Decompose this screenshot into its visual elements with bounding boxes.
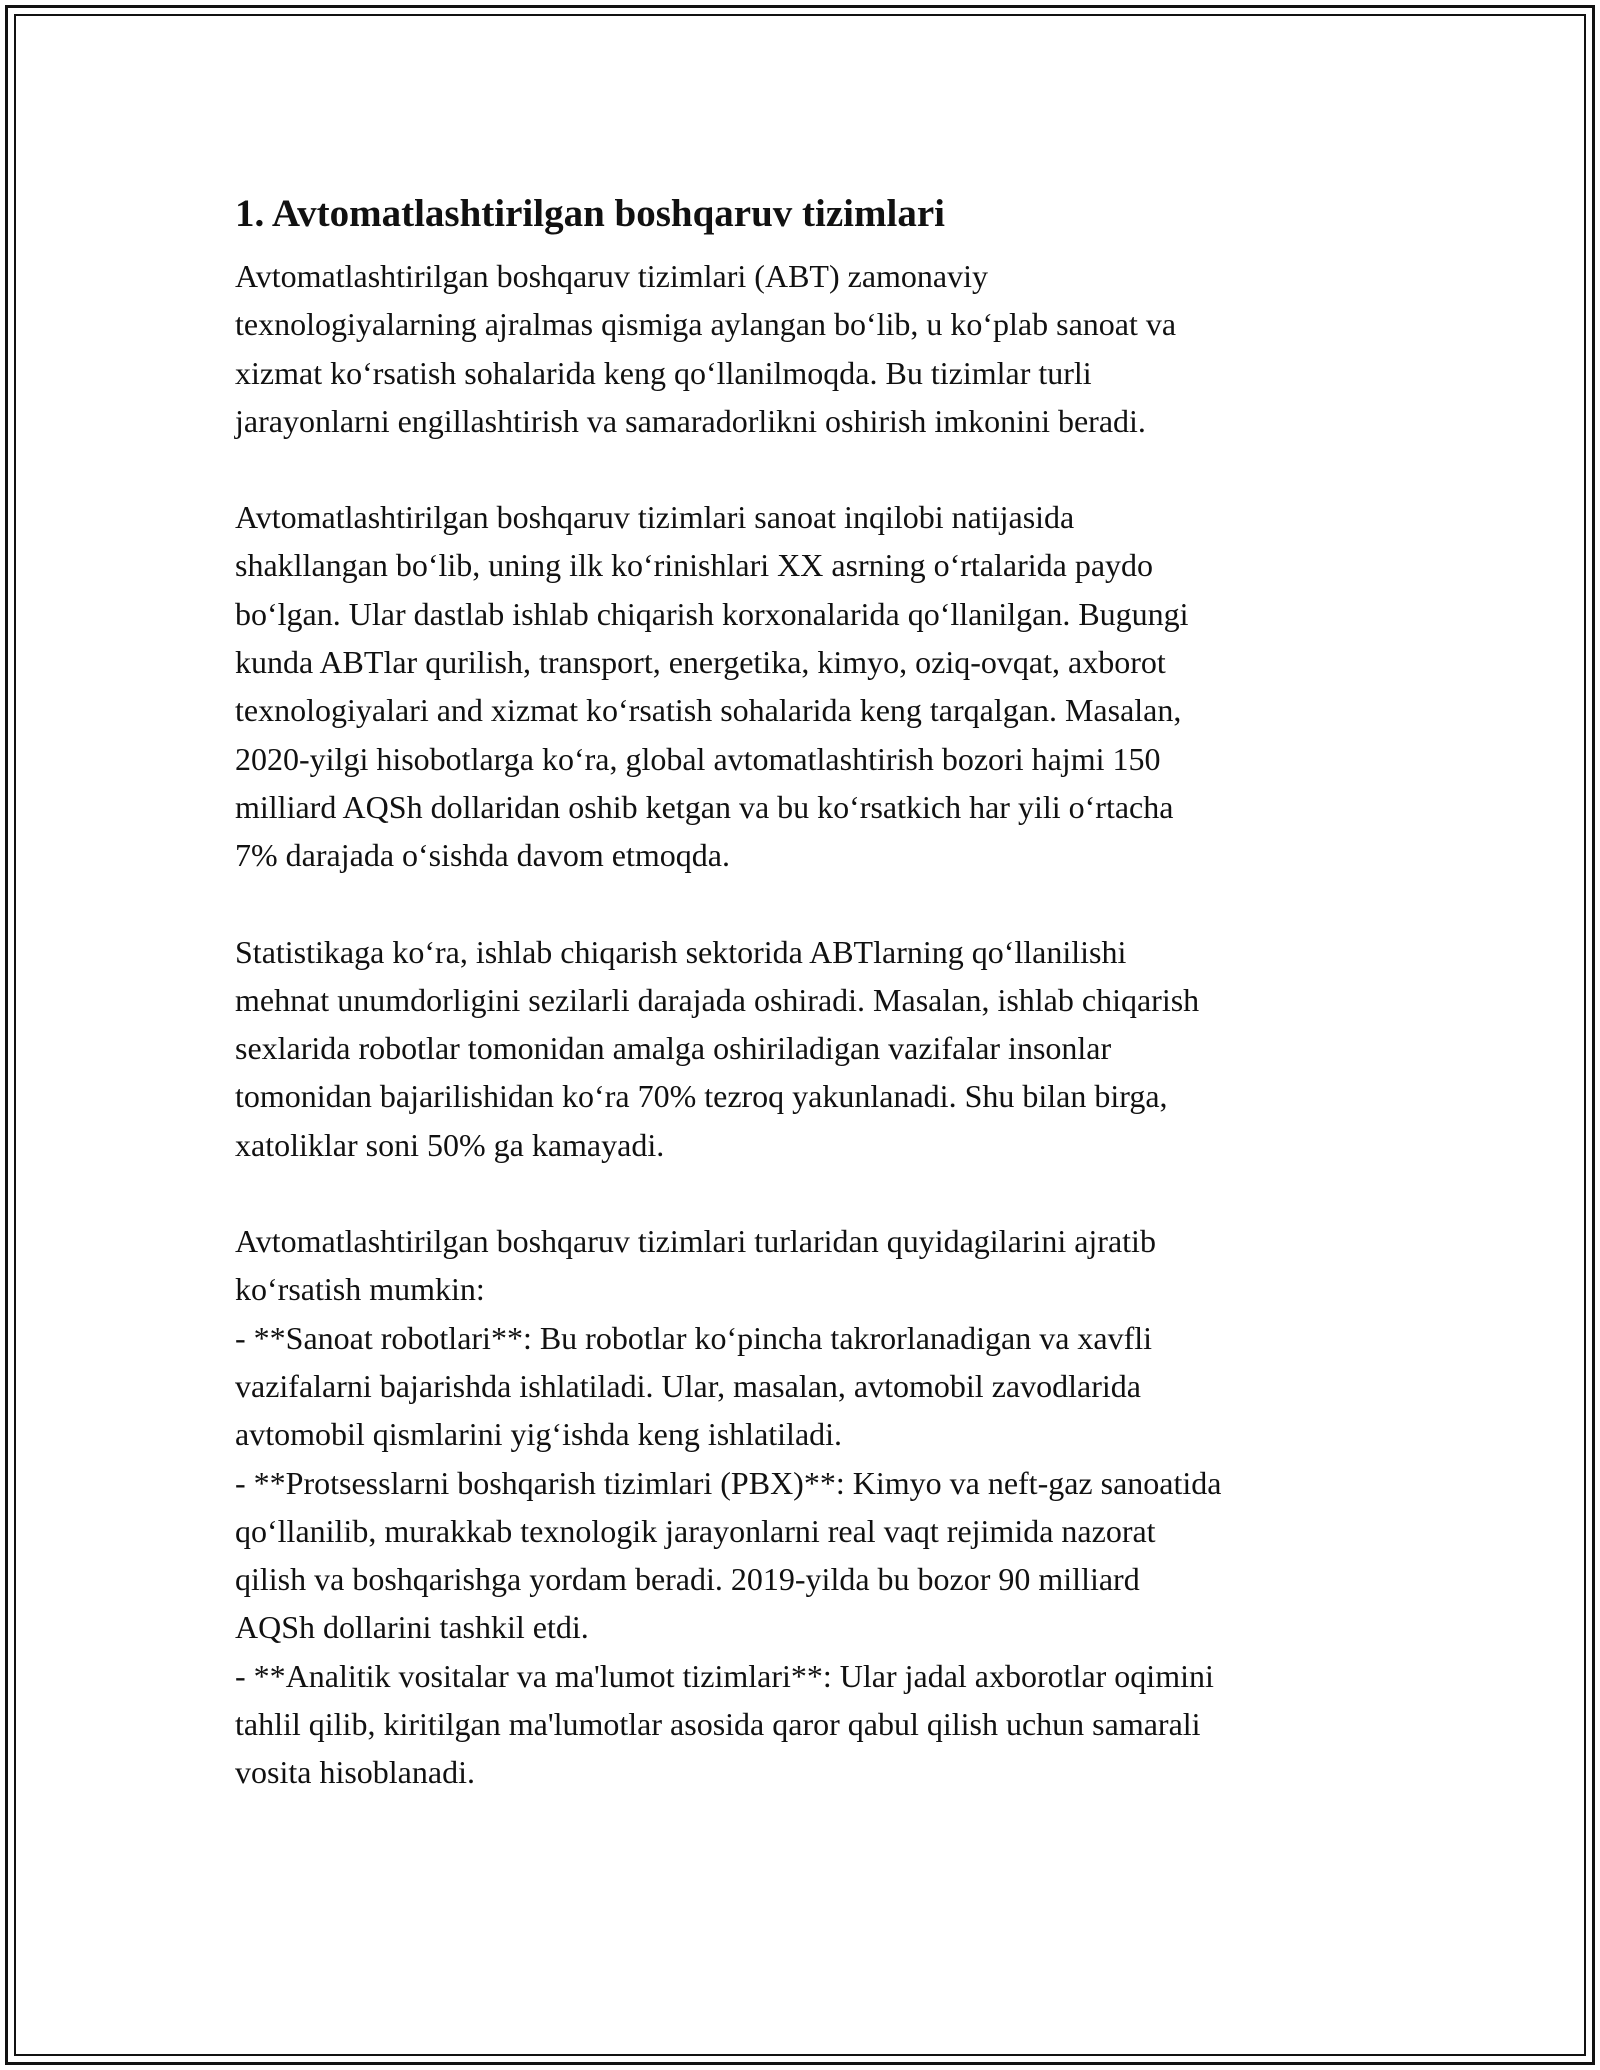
list-item-line: - **Analitik vositalar va ma'lumot tizimlari**: Ular jadal axborotlar oqimini bbox=[235, 1657, 1214, 1694]
paragraph-line: tomonidan bajarilishidan koʻra 70% tezroq yakunlanadi. Shu bilan birga, bbox=[235, 1078, 1168, 1115]
paragraph-line: 7% darajada oʻsishda davom etmoqda. bbox=[235, 837, 730, 874]
paragraph-spacer bbox=[235, 1169, 1375, 1217]
paragraph-line: xatoliklar soni 50% ga kamayadi. bbox=[235, 1126, 665, 1163]
paragraph-spacer bbox=[235, 445, 1375, 493]
paragraph-line: boʻlgan. Ular dastlab ishlab chiqarish korxonalarida qoʻllanilgan. Bugungi bbox=[235, 595, 1189, 632]
paragraph-line: sexlarida robotlar tomonidan amalga oshiriladigan vazifalar insonlar bbox=[235, 1030, 1112, 1067]
list-item-line: qilish va boshqarishga yordam beradi. 2019-yilda bu bozor 90 milliard bbox=[235, 1561, 1140, 1598]
paragraph-line: jarayonlarni engillashtirish va samaradorlikni oshirish imkonini beradi. bbox=[235, 402, 1146, 439]
document-body bbox=[235, 186, 1375, 1797]
paragraph-history bbox=[235, 493, 1375, 879]
list-item-line: AQSh dollarini tashkil etdi. bbox=[235, 1609, 589, 1646]
paragraph-line: milliard AQSh dollaridan oshib ketgan va bu koʻrsatkich har yili oʻrtacha bbox=[235, 788, 1174, 825]
paragraph-intro bbox=[235, 252, 1375, 445]
list-item-line: - **Protsesslarni boshqarish tizimlari (PBX)**: Kimyo va neft-gaz sanoatida bbox=[235, 1464, 1222, 1501]
list-item-line: qoʻllanilib, murakkab texnologik jarayonlarni real vaqt rejimida nazorat bbox=[235, 1512, 1156, 1549]
paragraph-line: shakllangan boʻlib, uning ilk koʻrinishlari XX asrning oʻrtalarida paydo bbox=[235, 547, 1154, 584]
paragraph-line: Avtomatlashtirilgan boshqaruv tizimlari (ABT) zamonaviy bbox=[235, 258, 988, 294]
paragraph-line: xizmat koʻrsatish sohalarida keng qoʻllanilmoqda. Bu tizimlar turli bbox=[235, 354, 1092, 391]
paragraph-statistics bbox=[235, 928, 1375, 1169]
list-item-line: avtomobil qismlarini yigʻishda keng ishlatiladi. bbox=[235, 1416, 843, 1453]
paragraph-line: Avtomatlashtirilgan boshqaruv tizimlari turlaridan quyidagilarini ajratib bbox=[235, 1223, 1156, 1260]
list-item-line: vosita hisoblanadi. bbox=[235, 1754, 475, 1791]
paragraph-line: texnologiyalarning ajralmas qismiga aylangan boʻlib, u koʻplab sanoat va bbox=[235, 306, 1177, 343]
list-item-line: - **Sanoat robotlari**: Bu robotlar koʻpincha takrorlanadigan va xavfli bbox=[235, 1319, 1153, 1356]
paragraph-line: kunda ABTlar qurilish, transport, energetika, kimyo, oziq-ovqat, axborot bbox=[235, 644, 1166, 681]
document-title: 1. Avtomatlashtirilgan boshqaruv tizimlari bbox=[235, 192, 945, 235]
paragraph-spacer bbox=[235, 880, 1375, 928]
list-item-line: tahlil qilib, kiritilgan ma'lumotlar asosida qaror qabul qilish uchun samarali bbox=[235, 1706, 1201, 1743]
paragraph-line: Avtomatlashtirilgan boshqaruv tizimlari sanoat inqilobi natijasida bbox=[235, 499, 1075, 536]
paragraph-types-list bbox=[235, 1217, 1375, 1797]
paragraph-line: koʻrsatish mumkin: bbox=[235, 1271, 485, 1308]
paragraph-line: mehnat unumdorligini sezilarli darajada oshiradi. Masalan, ishlab chiqarish bbox=[235, 981, 1200, 1018]
list-item-line: vazifalarni bajarishda ishlatiladi. Ular, masalan, avtomobil zavodlarida bbox=[235, 1367, 1141, 1404]
paragraph-line: texnologiyalari and xizmat koʻrsatish sohalarida keng tarqalgan. Masalan, bbox=[235, 692, 1182, 729]
paragraph-line: Statistikaga koʻra, ishlab chiqarish sektorida ABTlarning qoʻllanilishi bbox=[235, 933, 1127, 970]
paragraph-line: 2020-yilgi hisobotlarga koʻra, global avtomatlashtirish bozori hajmi 150 bbox=[235, 740, 1161, 777]
